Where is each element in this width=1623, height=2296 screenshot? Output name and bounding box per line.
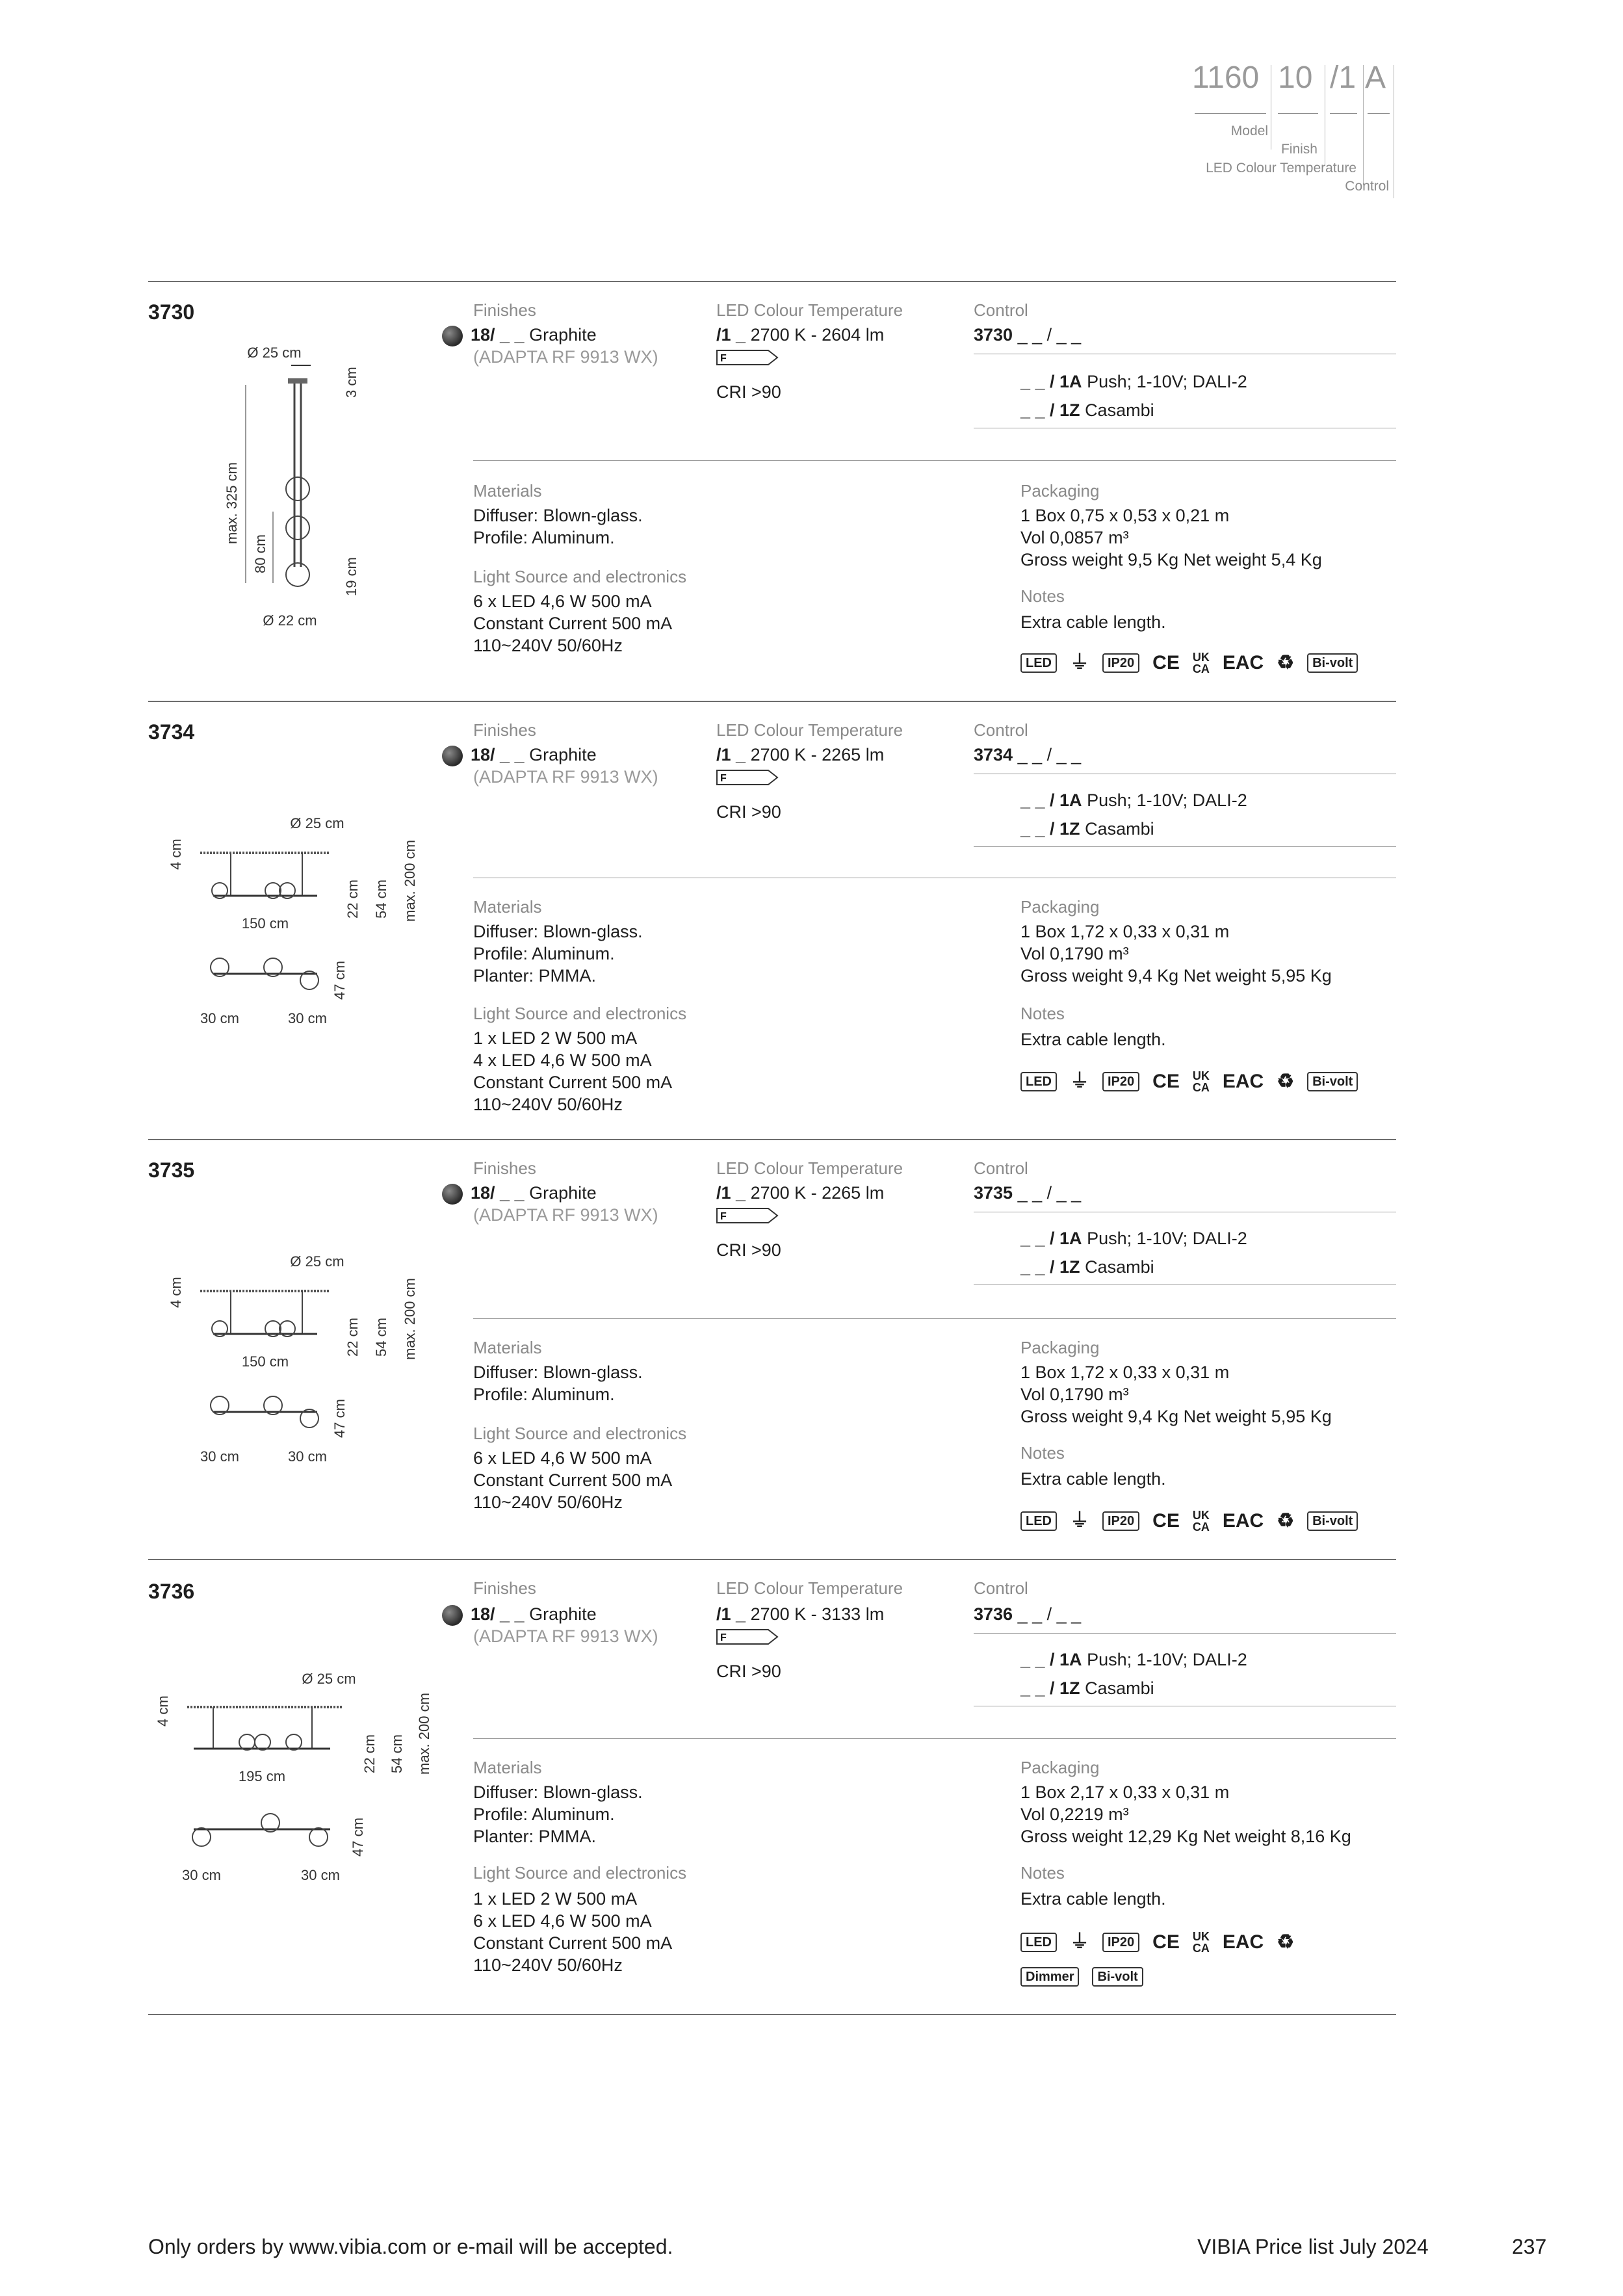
light-source-label: Light Source and electronics — [473, 567, 687, 586]
packaging-line: 1 Box 2,17 x 0,33 x 0,31 m — [1020, 1782, 1230, 1802]
product-drawing — [148, 1249, 447, 1470]
section-top-rule — [148, 1559, 1396, 1560]
notes-label: Notes — [1020, 1863, 1065, 1883]
dimmer-badge: Dimmer — [1020, 1967, 1079, 1987]
packaging-line: Gross weight 12,29 Kg Net weight 8,16 Kg — [1020, 1827, 1351, 1846]
control-label: Control — [974, 1578, 1028, 1598]
cri-value: CRI >90 — [716, 382, 781, 402]
light-source-line: 1 x LED 2 W 500 mA — [473, 1028, 638, 1048]
materials-line: Planter: PMMA. — [473, 1827, 597, 1846]
section-bottom-rule — [148, 2014, 1396, 2015]
led-badge: LED — [1020, 1511, 1057, 1531]
dim-max: max. 200 cm — [402, 840, 418, 922]
energy-class-tag — [716, 1208, 779, 1223]
bivolt-badge: Bi-volt — [1307, 1511, 1358, 1531]
packaging-line: Vol 0,1790 m³ — [1020, 1385, 1129, 1404]
legend-underline — [1278, 113, 1318, 114]
materials-label: Materials — [473, 897, 542, 917]
dim-length: 150 cm — [241, 1353, 289, 1370]
ukca-mark-icon: UK CA — [1192, 1509, 1210, 1533]
class-ii-icon: ⏚ — [1070, 1931, 1089, 1953]
dim-h1: 22 cm — [361, 1734, 378, 1773]
packaging-line: 1 Box 1,72 x 0,33 x 0,31 m — [1020, 922, 1230, 941]
section-divider — [473, 460, 1396, 461]
bivolt-badge: Bi-volt — [1092, 1967, 1143, 1987]
dim-length: 195 cm — [238, 1768, 286, 1784]
materials-line: Planter: PMMA. — [473, 966, 597, 985]
light-source-line: 4 x LED 4,6 W 500 mA — [473, 1050, 652, 1070]
finish-reference: (ADAPTA RF 9913 WX) — [473, 767, 658, 787]
materials-label: Materials — [473, 1338, 542, 1357]
light-source-line: 1 x LED 2 W 500 mA — [473, 1889, 638, 1909]
notes-label: Notes — [1020, 1004, 1065, 1023]
globe-shape — [192, 1828, 211, 1846]
led-badge: LED — [1020, 653, 1057, 673]
dim-gap: 4 cm — [168, 839, 184, 870]
legend-model-code: 1160 — [1192, 60, 1260, 95]
product-drawing — [148, 811, 447, 1032]
control-label: Control — [974, 1158, 1028, 1178]
packaging-line: Vol 0,2219 m³ — [1020, 1805, 1129, 1824]
notes-text: Extra cable length. — [1020, 612, 1166, 632]
materials-line: Profile: Aluminum. — [473, 1385, 615, 1404]
footer-order-note: Only orders by www.vibia.com or e-mail will be accepted. — [148, 2235, 673, 2258]
ce-mark-icon: CE — [1152, 1931, 1180, 1953]
dim-max: max. 200 cm — [416, 1693, 432, 1775]
packaging-line: Vol 0,0857 m³ — [1020, 528, 1129, 547]
dim-gap: 4 cm — [168, 1277, 184, 1308]
finish-reference: (ADAPTA RF 9913 WX) — [473, 1205, 658, 1225]
product-3734 — [148, 701, 1396, 1140]
materials-label: Materials — [473, 481, 542, 501]
notes-label: Notes — [1020, 586, 1065, 606]
control-divider — [974, 846, 1396, 847]
class-ii-icon: ⏚ — [1070, 1071, 1089, 1092]
section-top-rule — [148, 281, 1396, 282]
light-source-line: Constant Current 500 mA — [473, 1933, 673, 1953]
eac-mark-icon: EAC — [1222, 1510, 1264, 1532]
eac-mark-icon: EAC — [1222, 1931, 1264, 1953]
dim-top: Ø 25 cm — [290, 815, 344, 831]
dim-gap: 3 cm — [343, 367, 359, 398]
light-source-label: Light Source and electronics — [473, 1004, 687, 1023]
ip20-badge: IP20 — [1102, 1072, 1139, 1091]
control-divider — [974, 1633, 1396, 1634]
legend-underline — [1195, 113, 1266, 114]
dim-length: 80 cm — [252, 534, 268, 573]
svg-text:F: F — [720, 1632, 727, 1643]
eac-mark-icon: EAC — [1222, 1071, 1264, 1092]
led-temperature-label: LED Colour Temperature — [716, 1578, 903, 1598]
product-drawing — [148, 339, 408, 629]
globe-shape — [286, 563, 309, 586]
product-3735 — [148, 1139, 1396, 1560]
section-top-rule — [148, 1139, 1396, 1140]
control-label: Control — [974, 300, 1028, 320]
legend-underline — [1330, 113, 1357, 114]
recycle-icon: ♻ — [1277, 1931, 1295, 1953]
class-ii-icon: ⏚ — [1070, 652, 1089, 673]
control-option-1z[interactable]: _ _ / 1Z Casambi — [1020, 819, 1154, 839]
packaging-line: Gross weight 9,5 Kg Net weight 5,4 Kg — [1020, 550, 1322, 569]
dim-depth: 47 cm — [350, 1818, 366, 1857]
packaging-label: Packaging — [1020, 481, 1100, 501]
finish-reference: (ADAPTA RF 9913 WX) — [473, 1626, 658, 1646]
dim-spacing-2: 30 cm — [288, 1448, 327, 1465]
ce-mark-icon: CE — [1152, 652, 1180, 673]
globe-shape — [286, 516, 309, 540]
led-temperature-label: LED Colour Temperature — [716, 720, 903, 740]
dim-top: Ø 25 cm — [247, 345, 302, 361]
legend-label-finish: Finish — [1280, 142, 1318, 157]
packaging-label: Packaging — [1020, 897, 1100, 917]
finishes-label: Finishes — [473, 1578, 536, 1598]
legend-control-code: A — [1365, 60, 1386, 95]
dim-top: Ø 25 cm — [290, 1253, 344, 1270]
legend-underline — [1368, 113, 1390, 114]
legend-label-led: LED Colour Temperature — [1206, 161, 1357, 176]
control-code: 3735 _ _ / _ _ — [974, 1183, 1082, 1203]
certification-icons — [1020, 1509, 1358, 1533]
recycle-icon: ♻ — [1277, 1510, 1295, 1532]
light-source-line: 6 x LED 4,6 W 500 mA — [473, 1911, 652, 1931]
legend-label-control: Control — [1345, 179, 1389, 194]
ip20-badge: IP20 — [1102, 653, 1139, 673]
packaging-line: 1 Box 1,72 x 0,33 x 0,31 m — [1020, 1363, 1230, 1382]
dim-max: max. 325 cm — [224, 462, 240, 544]
light-source-line: 110~240V 50/60Hz — [473, 1095, 623, 1114]
product-drawing — [148, 1667, 447, 1888]
graphite-swatch-icon — [442, 1605, 463, 1626]
legend-label-model: Model — [1230, 124, 1268, 138]
dim-spacing-1: 30 cm — [182, 1867, 221, 1883]
finish-option[interactable]: 18/ _ _ Graphite — [442, 324, 597, 346]
globe-shape — [286, 1734, 302, 1750]
control-code: 3730 _ _ / _ _ — [974, 325, 1082, 345]
certification-icons — [1020, 651, 1358, 675]
dim-low: 19 cm — [343, 557, 359, 596]
materials-line: Diffuser: Blown-glass. — [473, 922, 643, 941]
dim-spacing-2: 30 cm — [288, 1010, 327, 1026]
control-option-1a[interactable]: _ _ / 1A Push; 1-10V; DALI-2 — [1020, 372, 1247, 391]
light-source-line: Constant Current 500 mA — [473, 1073, 673, 1092]
materials-line: Diffuser: Blown-glass. — [473, 1782, 643, 1802]
graphite-swatch-icon — [442, 326, 463, 346]
ukca-mark-icon: UK CA — [1192, 1930, 1210, 1955]
packaging-line: 1 Box 0,75 x 0,53 x 0,21 m — [1020, 506, 1230, 525]
materials-line: Diffuser: Blown-glass. — [473, 1363, 643, 1382]
dim-spacing-1: 30 cm — [200, 1448, 239, 1465]
control-label: Control — [974, 720, 1028, 740]
packaging-label: Packaging — [1020, 1338, 1100, 1357]
section-divider — [473, 1318, 1396, 1319]
dim-top: Ø 25 cm — [302, 1671, 356, 1687]
dim-h1: 22 cm — [344, 1318, 361, 1357]
light-source-line: Constant Current 500 mA — [473, 1470, 673, 1490]
control-option-1a[interactable]: _ _ / 1A Push; 1-10V; DALI-2 — [1020, 790, 1247, 810]
packaging-line: Vol 0,1790 m³ — [1020, 944, 1129, 963]
light-source-line: 6 x LED 4,6 W 500 mA — [473, 1448, 652, 1468]
led-temperature-value: /1 _ 2700 K - 2604 lm — [716, 325, 885, 345]
page-number: 237 — [1512, 2235, 1547, 2258]
packaging-line: Gross weight 9,4 Kg Net weight 5,95 Kg — [1020, 966, 1332, 985]
bivolt-badge: Bi-volt — [1307, 653, 1358, 673]
notes-text: Extra cable length. — [1020, 1469, 1166, 1489]
model-number: 3734 — [148, 720, 195, 744]
dim-max: max. 200 cm — [402, 1278, 418, 1360]
svg-text:F: F — [720, 353, 727, 364]
legend-divider — [1363, 65, 1364, 185]
dim-h2: 54 cm — [373, 880, 389, 919]
globe-shape — [286, 477, 309, 501]
light-source-line: Constant Current 500 mA — [473, 614, 673, 633]
ukca-mark-icon: UK CA — [1192, 1069, 1210, 1094]
light-source-label: Light Source and electronics — [473, 1863, 687, 1883]
materials-line: Profile: Aluminum. — [473, 1805, 615, 1824]
materials-line: Profile: Aluminum. — [473, 528, 615, 547]
energy-class-tag — [716, 770, 779, 785]
materials-line: Profile: Aluminum. — [473, 944, 615, 963]
ip20-badge: IP20 — [1102, 1933, 1139, 1952]
footer-brand: VIBIA Price list July 2024 — [1197, 2235, 1429, 2258]
class-ii-icon: ⏚ — [1070, 1510, 1089, 1532]
light-source-line: 110~240V 50/60Hz — [473, 1493, 623, 1512]
ip20-badge: IP20 — [1102, 1511, 1139, 1531]
notes-text: Extra cable length. — [1020, 1889, 1166, 1909]
finish-option[interactable]: 18/ _ _ Graphite — [442, 744, 597, 766]
energy-class-tag — [716, 350, 779, 365]
cri-value: CRI >90 — [716, 1240, 781, 1260]
product-3736 — [148, 1559, 1396, 2014]
control-option-1z[interactable]: _ _ / 1Z Casambi — [1020, 1257, 1154, 1277]
globe-shape — [239, 1734, 255, 1750]
recycle-icon: ♻ — [1277, 652, 1295, 673]
led-badge: LED — [1020, 1933, 1057, 1952]
materials-line: Diffuser: Blown-glass. — [473, 506, 643, 525]
certification-icons — [1020, 1070, 1358, 1093]
control-option-1a[interactable]: _ _ / 1A Push; 1-10V; DALI-2 — [1020, 1650, 1247, 1669]
light-source-line: 6 x LED 4,6 W 500 mA — [473, 592, 652, 611]
energy-class-tag — [716, 1629, 779, 1645]
led-badge: LED — [1020, 1072, 1057, 1091]
dim-depth: 47 cm — [331, 961, 348, 1000]
globe-shape — [255, 1734, 270, 1750]
light-source-line: 110~240V 50/60Hz — [473, 1955, 623, 1975]
feature-badges — [1020, 1967, 1143, 1987]
dim-length: 150 cm — [241, 915, 289, 932]
ukca-mark-icon: UK CA — [1192, 651, 1210, 675]
notes-text: Extra cable length. — [1020, 1030, 1166, 1049]
legend-finish-code: 10 — [1278, 60, 1313, 95]
ce-mark-icon: CE — [1152, 1510, 1180, 1532]
led-temperature-value: /1 _ 2700 K - 2265 lm — [716, 745, 885, 764]
dim-h1: 22 cm — [344, 880, 361, 919]
model-number: 3730 — [148, 300, 195, 324]
certification-icons — [1020, 1931, 1294, 1954]
control-code: 3734 _ _ / _ _ — [974, 745, 1082, 764]
materials-label: Materials — [473, 1758, 542, 1777]
dim-gap: 4 cm — [155, 1695, 171, 1727]
led-temperature-value: /1 _ 2700 K - 2265 lm — [716, 1183, 885, 1203]
dim-h2: 54 cm — [373, 1318, 389, 1357]
packaging-line: Gross weight 9,4 Kg Net weight 5,95 Kg — [1020, 1407, 1332, 1426]
finish-option[interactable]: 18/ _ _ Graphite — [442, 1182, 597, 1205]
finish-option[interactable]: 18/ _ _ Graphite — [442, 1603, 597, 1626]
finish-reference: (ADAPTA RF 9913 WX) — [473, 347, 658, 367]
canopy-shape — [288, 378, 307, 384]
led-temperature-label: LED Colour Temperature — [716, 300, 903, 320]
bivolt-badge: Bi-volt — [1307, 1072, 1358, 1091]
finishes-label: Finishes — [473, 720, 536, 740]
light-source-line: 110~240V 50/60Hz — [473, 636, 623, 655]
control-option-1z[interactable]: _ _ / 1Z Casambi — [1020, 1678, 1154, 1698]
dim-spacing-1: 30 cm — [200, 1010, 239, 1026]
finishes-label: Finishes — [473, 300, 536, 320]
led-temperature-label: LED Colour Temperature — [716, 1158, 903, 1178]
eac-mark-icon: EAC — [1222, 652, 1264, 673]
control-code: 3736 _ _ / _ _ — [974, 1604, 1082, 1624]
dim-depth: 47 cm — [331, 1399, 348, 1438]
graphite-swatch-icon — [442, 1184, 463, 1205]
section-divider — [473, 1738, 1396, 1739]
ce-mark-icon: CE — [1152, 1071, 1180, 1092]
product-3730 — [148, 281, 1396, 702]
finishes-label: Finishes — [473, 1158, 536, 1178]
globe-shape — [309, 1828, 328, 1846]
section-top-rule — [148, 701, 1396, 702]
dim-spacing-2: 30 cm — [301, 1867, 340, 1883]
notes-label: Notes — [1020, 1443, 1065, 1463]
cri-value: CRI >90 — [716, 1662, 781, 1681]
svg-text:F: F — [720, 773, 727, 784]
led-temperature-value: /1 _ 2700 K - 3133 lm — [716, 1604, 885, 1624]
dim-h2: 54 cm — [389, 1734, 405, 1773]
legend-led-code: /1 — [1330, 60, 1357, 95]
control-option-1z[interactable]: _ _ / 1Z Casambi — [1020, 400, 1154, 420]
model-number: 3735 — [148, 1158, 195, 1182]
model-number: 3736 — [148, 1580, 195, 1603]
packaging-label: Packaging — [1020, 1758, 1100, 1777]
light-source-label: Light Source and electronics — [473, 1424, 687, 1443]
cri-value: CRI >90 — [716, 802, 781, 822]
graphite-swatch-icon — [442, 746, 463, 766]
control-option-1a[interactable]: _ _ / 1A Push; 1-10V; DALI-2 — [1020, 1229, 1247, 1248]
dim-bottom: Ø 22 cm — [263, 612, 317, 629]
recycle-icon: ♻ — [1277, 1071, 1295, 1092]
svg-text:F: F — [720, 1211, 727, 1222]
